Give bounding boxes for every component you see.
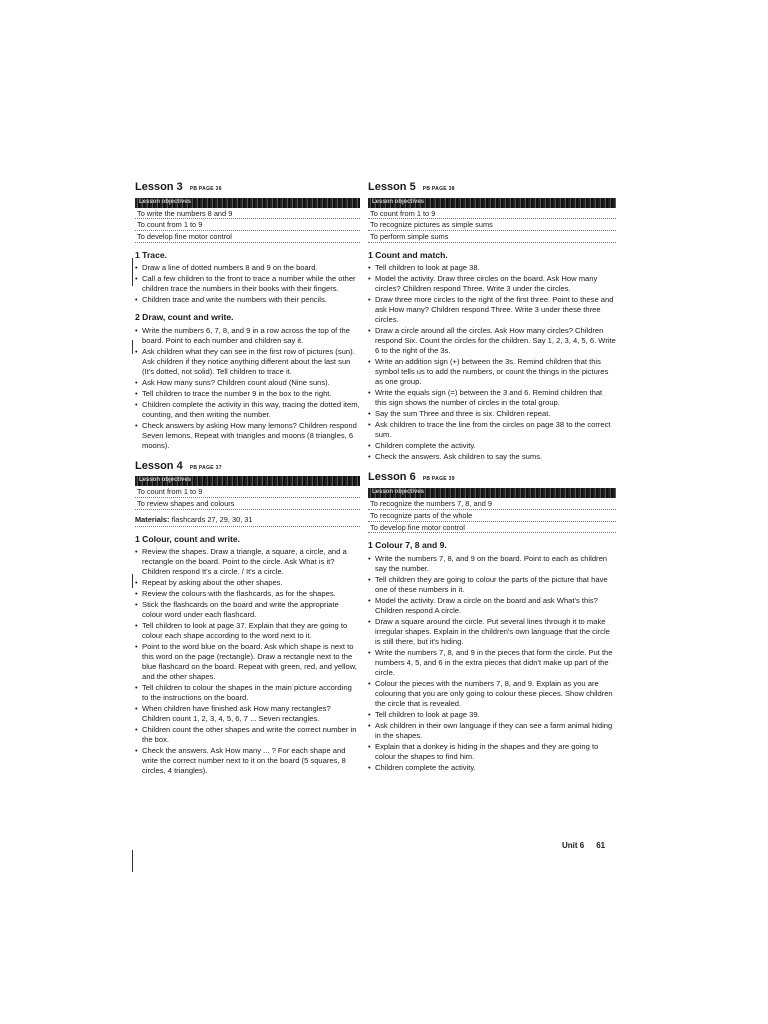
activity-step: • Check the answers. Ask children to say the sums. xyxy=(368,452,616,462)
activity-step: • When children have finished ask How many rectangles? Children count 1, 2, 3, 4, 5, 6, 7 ... Seven rectangles. xyxy=(135,704,360,724)
activity-step: • Check answers by asking How many lemons? Children respond Seven lemons. Repeat with triangles and moons (8 triangles, 6 moons). xyxy=(135,421,360,451)
activity-step: • Model the activity. Draw three circles on the board. Ask How many circles? Children respond Three. Write 3 under the circles. xyxy=(368,274,616,294)
activity-step: • Write the numbers 7, 8, and 9 on the board. Point to each as children say the number. xyxy=(368,554,616,574)
activity-step: • Ask children what they can see in the first row of pictures (sun). Ask children if they notice anything different about the last sun (It's dotted, not solid). Tell children to trace it. xyxy=(135,347,360,377)
activity-step: • Tell children to look at page 37. Explain that they are going to colour each shape according to the word next to it. xyxy=(135,621,360,641)
objective-item: To develop fine motor control xyxy=(135,231,360,243)
activity-step: • Point to the word blue on the board. Ask which shape is next to this word on the page (rectangle). Draw a rectangle next to the blue flashcard on the board. Repeat with green, red, and yellow, and the other shapes. xyxy=(135,642,360,682)
left-column xyxy=(135,180,360,784)
materials-line xyxy=(135,515,360,527)
objective-item: To develop fine motor control xyxy=(368,522,616,534)
activity-step: • Children complete the activity in this way, tracing the dotted item, counting, and then writing the number. xyxy=(135,400,360,420)
left-margin-mark xyxy=(132,258,133,286)
activity-step: • Write the numbers 7, 8, and 9 in the pieces that form the circle. Put the numbers 4, 5, and 6 in the extra pieces that didn't make up part of the circle. xyxy=(368,648,616,678)
left-margin-mark xyxy=(132,340,133,354)
activity-step: • Write the equals sign (=) between the 3 and 6. Remind children that this sign shows the number of circles in the total group. xyxy=(368,388,616,408)
activity-step: • Tell children to colour the shapes in the main picture according to the instructions on the board. xyxy=(135,683,360,703)
activity-steps xyxy=(368,263,616,462)
objective-item: To recognize the numbers 7, 8, and 9 xyxy=(368,498,616,510)
left-margin-mark xyxy=(132,850,133,872)
left-margin-mark xyxy=(132,574,133,588)
objectives-header: Lesson objectives xyxy=(139,198,192,205)
objective-item: To recognize pictures as simple sums xyxy=(368,219,616,231)
objectives-list xyxy=(135,208,360,243)
lesson-title: Lesson 6 xyxy=(368,471,416,484)
activity-steps xyxy=(368,554,616,773)
activity-step: • Draw a line of dotted numbers 8 and 9 on the board. xyxy=(135,263,360,273)
objectives-list xyxy=(368,498,616,533)
objectives-bar xyxy=(368,488,616,498)
activity-step: • Children complete the activity. xyxy=(368,441,616,451)
objectives-bar xyxy=(368,198,616,208)
objectives-bar xyxy=(135,476,360,486)
lesson-header xyxy=(135,459,360,474)
lesson-title: Lesson 4 xyxy=(135,459,183,472)
activity-step: • Ask How many suns? Children count aloud (Nine suns). xyxy=(135,378,360,388)
lesson-title: Lesson 3 xyxy=(135,181,183,193)
activity-step: • Say the sum Three and three is six. Children repeat. xyxy=(368,409,616,419)
activity-step: • Colour the pieces with the numbers 7, 8, and 9. Explain as you are colouring that you are only going to colour these pieces. Show children the circle that is revealed. xyxy=(368,679,616,709)
activity-step: • Review the colours with the flashcards, as for the shapes. xyxy=(135,589,360,599)
activity-step: • Children count the other shapes and write the correct number in the box. xyxy=(135,725,360,745)
activity-step: • Write the numbers 6, 7, 8, and 9 in a row across the top of the board. Point to each number and children say it. xyxy=(135,326,360,346)
activity-title: 1 Colour, count and write. xyxy=(135,533,241,544)
objectives-header: Lesson objectives xyxy=(372,488,425,495)
objective-item: To review shapes and colours xyxy=(135,498,360,510)
objective-item: To perform simple sums xyxy=(368,231,616,243)
lesson-section xyxy=(368,180,616,462)
activity-steps xyxy=(135,326,360,451)
lesson-header xyxy=(135,180,360,195)
activity-step: • Children complete the activity. xyxy=(368,763,616,773)
lesson-section xyxy=(135,459,360,777)
activity-step: • Draw three more circles to the right of the first three. Point to these and ask How many? Children respond Three. Write 3 under these three circles. xyxy=(368,295,616,325)
lesson-title: Lesson 5 xyxy=(368,181,416,193)
lesson-section xyxy=(368,470,616,772)
activity-step: • Draw a circle around all the circles. Ask How many circles? Children respond Six. Count the circles for the children. Say 1, 2, 3, 4, 5, 6. Write 6 to the right of the 3s. xyxy=(368,326,616,356)
objective-item: To count from 1 to 9 xyxy=(135,219,360,231)
page-number: 61 xyxy=(596,841,606,850)
activity-step: • Model the activity. Draw a circle on the board and ask What's this? Children respond A circle. xyxy=(368,596,616,616)
activity-step: • Ask children to trace the line from the circles on page 38 to the correct sum. xyxy=(368,420,616,440)
activity-step: • Explain that a donkey is hiding in the shapes and they are going to colour the shapes to find him. xyxy=(368,742,616,762)
page-reference: PB PAGE 36 xyxy=(189,186,222,192)
activity-steps xyxy=(135,547,360,776)
activity-step: • Draw a square around the circle. Put several lines through it to make irregular shapes. Explain in the children's own language that the circle is still there, but it's hiding. xyxy=(368,617,616,647)
lesson-header xyxy=(368,180,616,195)
activity-step: • Review the shapes. Draw a triangle, a square, a circle, and a rectangle on the board. Point to the circle. Ask What is it? Children respond It's a circle. / It's a circle. xyxy=(135,547,360,577)
activity-step: • Stick the flashcards on the board and write the appropriate colour word under each flashcard. xyxy=(135,600,360,620)
objectives-bar xyxy=(135,198,360,208)
activity-title: 1 Trace. xyxy=(135,249,168,260)
page-reference: PB PAGE 38 xyxy=(422,186,455,192)
right-column xyxy=(368,180,616,781)
lesson-section xyxy=(135,180,360,451)
page-reference: PB PAGE 37 xyxy=(189,464,222,471)
objectives-list xyxy=(135,486,360,510)
objectives-header: Lesson objectives xyxy=(139,477,192,484)
page-footer xyxy=(562,841,605,850)
objective-item: To write the numbers 8 and 9 xyxy=(135,208,360,220)
unit-label: Unit 6 xyxy=(562,841,585,850)
objectives-header: Lesson objectives xyxy=(372,198,425,205)
activity-step: • Tell children to look at page 38. xyxy=(368,263,616,273)
activity-title: 1 Count and match. xyxy=(368,249,448,260)
activity-steps xyxy=(135,263,360,305)
activity-step: • Children trace and write the numbers with their pencils. xyxy=(135,295,360,305)
activity-title: 1 Colour 7, 8 and 9. xyxy=(368,540,447,551)
objective-item: To recognize parts of the whole xyxy=(368,510,616,522)
activity-step: • Tell children to trace the number 9 in the box to the right. xyxy=(135,389,360,399)
materials-text: flashcards 27, 29, 30, 31 xyxy=(171,514,253,524)
lesson-header xyxy=(368,470,616,485)
objective-item: To count from 1 to 9 xyxy=(135,486,360,498)
materials-label: Materials: xyxy=(135,514,170,524)
activity-step: • Check the answers. Ask How many ... ? For each shape and write the correct number next to it on the board (5 squares, 8 circles, 4 triangles). xyxy=(135,746,360,776)
activity-title: 2 Draw, count and write. xyxy=(135,312,234,323)
activity-step: • Call a few children to the front to trace a number while the other children trace the numbers in their books with their fingers. xyxy=(135,274,360,294)
activity-step: • Tell children they are going to colour the parts of the picture that have one of these numbers in it. xyxy=(368,575,616,595)
activity-step: • Ask children in their own language if they can see a farm animal hiding in the shapes. xyxy=(368,721,616,741)
activity-step: • Repeat by asking about the other shapes. xyxy=(135,578,360,588)
page-reference: PB PAGE 39 xyxy=(422,476,455,483)
objective-item: To count from 1 to 9 xyxy=(368,208,616,220)
objectives-list xyxy=(368,208,616,243)
activity-step: • Tell children to look at page 39. xyxy=(368,710,616,720)
activity-step: • Write an addition sign (+) between the 3s. Remind children that this symbol tells us to add the numbers, or count the things in the pictures as one group. xyxy=(368,357,616,387)
